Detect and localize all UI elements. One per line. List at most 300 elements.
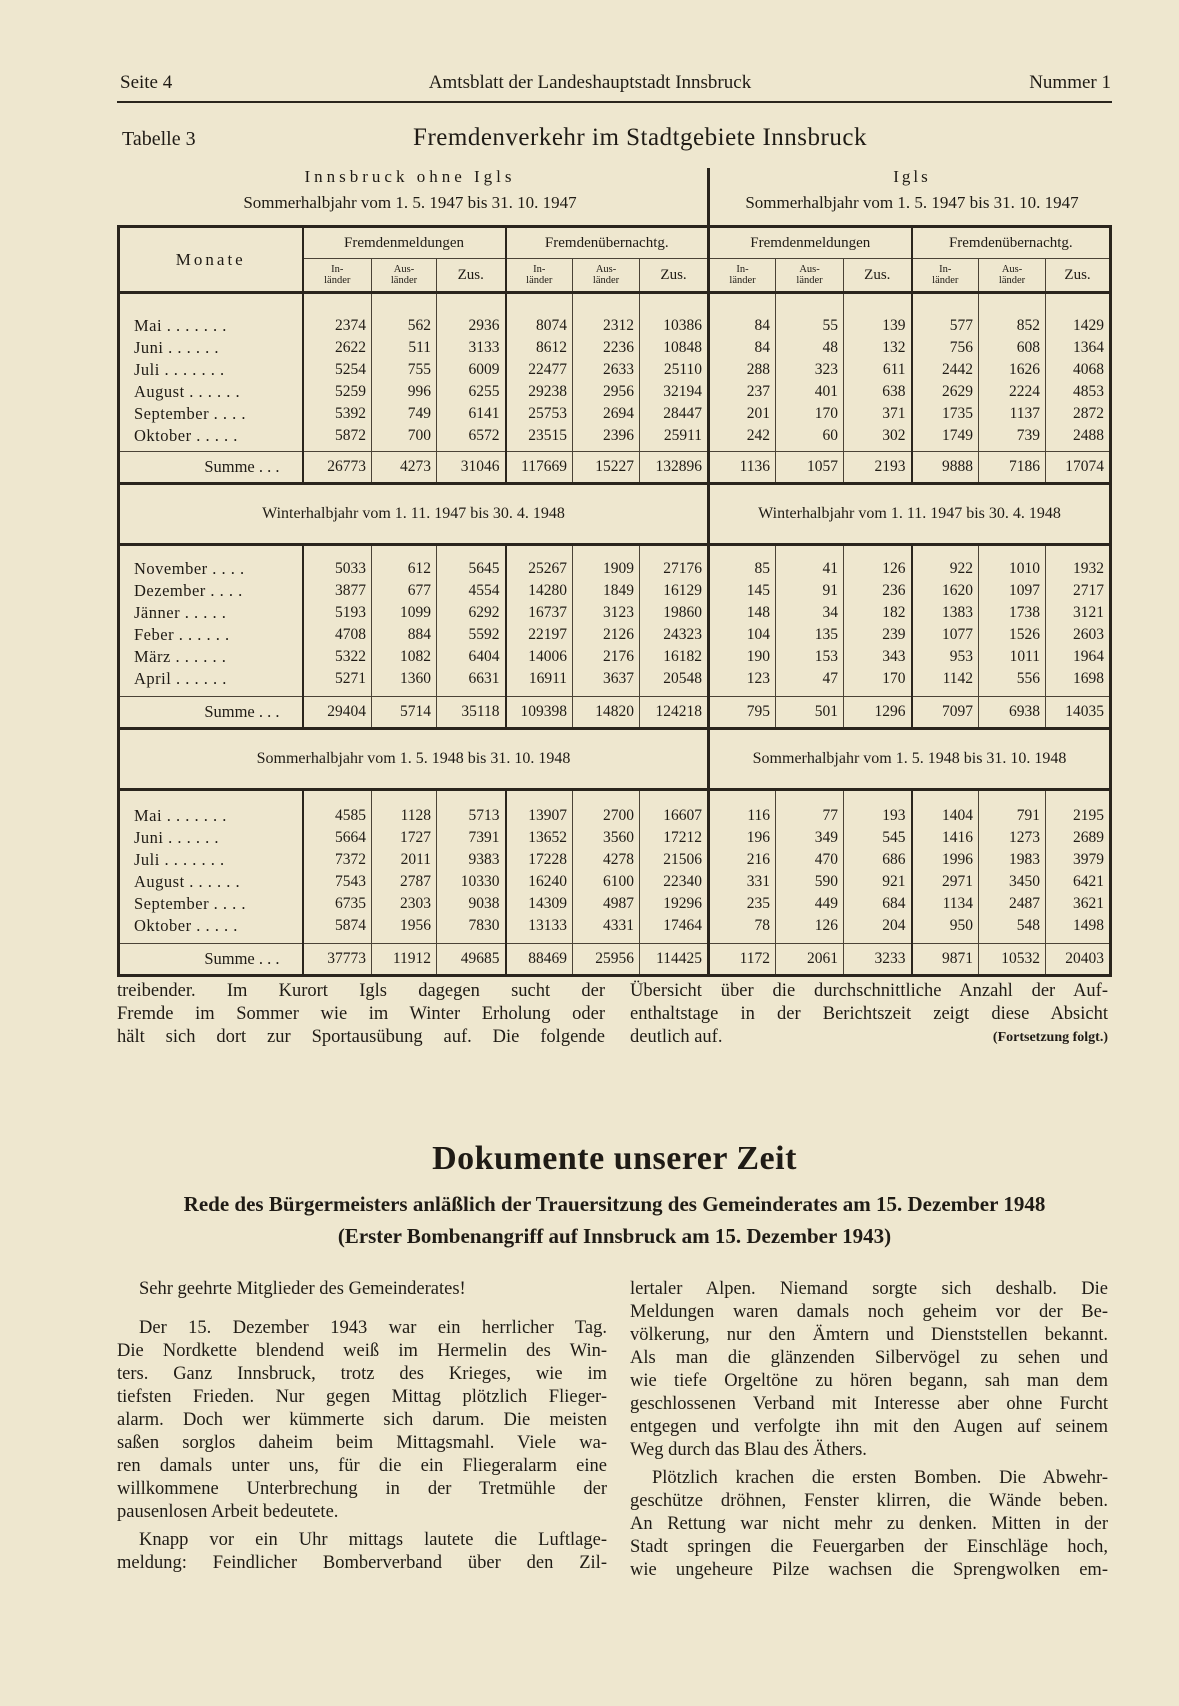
text-line: deutlich auf. [630, 1027, 723, 1047]
spacer-cell [1046, 545, 1111, 559]
table-row [119, 893, 1111, 915]
innsbruck-value: 2700 [573, 805, 640, 827]
innsbruck-value: 3123 [573, 602, 640, 624]
innsbruck-value: 4585 [303, 805, 372, 827]
igls-value: 921 [844, 871, 912, 893]
column-header-registrations: Fremdenmeldungen [303, 227, 506, 259]
innsbruck-value: 16182 [640, 646, 709, 668]
innsbruck-value: 5392 [303, 403, 372, 425]
igls-value: 104 [709, 624, 776, 646]
innsbruck-value: 24323 [640, 624, 709, 646]
text-line: hält sich dort zur Sportausübung auf. Die folgende [117, 1027, 605, 1047]
sum-row [119, 944, 1111, 976]
spacer-cell [437, 293, 506, 316]
article-subtitle-secondary: (Erster Bombenangriff auf Innsbruck am 15. Dezember 1943) [337, 1224, 892, 1248]
innsbruck-value: 8074 [506, 315, 573, 337]
text-line: wie tiefe Orgeltöne zu hören begann, sah man dem [630, 1371, 1108, 1391]
igls-value: 608 [979, 337, 1046, 359]
innsbruck-value: 562 [372, 315, 437, 337]
innsbruck-value: 5322 [303, 646, 372, 668]
igls-value: 302 [844, 425, 912, 447]
innsbruck-value: 5874 [303, 915, 372, 937]
innsbruck-value: 49685 [437, 944, 506, 976]
innsbruck-value: 35118 [437, 697, 506, 729]
month-label: Dezember . . . . [134, 581, 243, 600]
innsbruck-value: 2622 [303, 337, 372, 359]
month-label: Mai . . . . . . . [134, 316, 227, 335]
innsbruck-value: 25911 [640, 425, 709, 447]
innsbruck-value: 25110 [640, 359, 709, 381]
spacer-cell [912, 545, 979, 559]
text-line: entgegen und verfolgte ihn mit den Augen auf seinem [630, 1417, 1108, 1437]
spacer-cell [303, 545, 372, 559]
innsbruck-value: 14820 [573, 697, 640, 729]
column-header-inlaender: In- länder [506, 259, 573, 293]
innsbruck-value: 1360 [372, 668, 437, 690]
igls-value: 4068 [1046, 359, 1111, 381]
column-header-auslaender: Aus- länder [573, 259, 640, 293]
innsbruck-value: 4278 [573, 849, 640, 871]
igls-value: 9888 [912, 452, 979, 484]
innsbruck-value: 2312 [573, 315, 640, 337]
spacer-cell [573, 545, 640, 559]
spacer-cell [912, 790, 979, 806]
innsbruck-value: 6631 [437, 668, 506, 690]
header-rule [117, 101, 1112, 103]
spacer-cell [776, 545, 844, 559]
spacer-cell [776, 790, 844, 806]
spacer-cell [573, 790, 640, 806]
igls-value: 60 [776, 425, 844, 447]
igls-value: 17074 [1046, 452, 1111, 484]
igls-value: 3979 [1046, 849, 1111, 871]
innsbruck-value: 1082 [372, 646, 437, 668]
innsbruck-value: 2936 [437, 315, 506, 337]
igls-value: 193 [844, 805, 912, 827]
igls-value: 1057 [776, 452, 844, 484]
igls-value: 953 [912, 646, 979, 668]
igls-value: 1749 [912, 425, 979, 447]
innsbruck-value: 117669 [506, 452, 573, 484]
month-label: Juni . . . . . . [134, 338, 220, 357]
igls-value: 2195 [1046, 805, 1111, 827]
innsbruck-value: 14280 [506, 580, 573, 602]
right-heading: Igls [893, 167, 931, 186]
table-row [119, 827, 1111, 849]
igls-value: 590 [776, 871, 844, 893]
publication-title: Amtsblatt der Landeshauptstadt Innsbruck [428, 72, 752, 93]
text-line: Knapp vor ein Uhr mittags lautete die Luftlage- [139, 1530, 607, 1550]
innsbruck-value: 2011 [372, 849, 437, 871]
text-line: Stadt springen die Feuergarben der Einschläge hoch, [630, 1537, 1108, 1557]
innsbruck-value: 1956 [372, 915, 437, 937]
innsbruck-value: 2694 [573, 403, 640, 425]
igls-value: 1364 [1046, 337, 1111, 359]
igls-value: 148 [709, 602, 776, 624]
text-line: tiefsten Frieden. Nur gegen Mittag plötzlich Flieger- [117, 1387, 607, 1407]
column-header-inlaender: In- länder [709, 259, 776, 293]
text-line: Der 15. Dezember 1943 war ein herrlicher Tag. [139, 1318, 607, 1338]
igls-value: 1011 [979, 646, 1046, 668]
month-label: September . . . . [134, 404, 247, 423]
spacer-cell [979, 545, 1046, 559]
igls-value: 331 [709, 871, 776, 893]
igls-value: 638 [844, 381, 912, 403]
igls-value: 7186 [979, 452, 1046, 484]
innsbruck-value: 10848 [640, 337, 709, 359]
igls-value: 6938 [979, 697, 1046, 729]
igls-value: 1097 [979, 580, 1046, 602]
igls-value: 170 [776, 403, 844, 425]
igls-value: 1142 [912, 668, 979, 690]
igls-value: 84 [709, 315, 776, 337]
innsbruck-value: 1909 [573, 558, 640, 580]
innsbruck-value: 37773 [303, 944, 372, 976]
innsbruck-value: 1727 [372, 827, 437, 849]
spacer-cell [844, 545, 912, 559]
innsbruck-value: 19860 [640, 602, 709, 624]
column-header-overnights: Fremdenübernachtg. [912, 227, 1111, 259]
igls-value: 182 [844, 602, 912, 624]
column-header-inlaender: In- länder [303, 259, 372, 293]
igls-value: 349 [776, 827, 844, 849]
month-label: Juni . . . . . . [134, 828, 220, 847]
innsbruck-value: 88469 [506, 944, 573, 976]
section-title-igls: Winterhalbjahr vom 1. 11. 1947 bis 30. 4. 1948 [709, 484, 1111, 545]
igls-value: 239 [844, 624, 912, 646]
heading-divider [707, 168, 710, 225]
column-header-registrations: Fremdenmeldungen [709, 227, 912, 259]
igls-value: 47 [776, 668, 844, 690]
igls-value: 126 [844, 558, 912, 580]
igls-value: 2224 [979, 381, 1046, 403]
spacer-cell [573, 293, 640, 316]
innsbruck-value: 3637 [573, 668, 640, 690]
text-line: treibender. Im Kurort Igls dagegen sucht der [117, 981, 605, 1001]
innsbruck-value: 28447 [640, 403, 709, 425]
sum-label: Summe . . . [119, 944, 303, 976]
innsbruck-value: 109398 [506, 697, 573, 729]
innsbruck-value: 16737 [506, 602, 573, 624]
table-row [119, 580, 1111, 602]
innsbruck-value: 2236 [573, 337, 640, 359]
innsbruck-value: 22197 [506, 624, 573, 646]
igls-value: 1964 [1046, 646, 1111, 668]
text-line: wie ungeheure Pilze wachsen die Sprengwolken em- [630, 1560, 1108, 1580]
igls-value: 1137 [979, 403, 1046, 425]
igls-value: 323 [776, 359, 844, 381]
table-row [119, 805, 1111, 827]
text-line: Übersicht über die durchschnittliche Anzahl der Auf- [630, 981, 1108, 1001]
innsbruck-value: 5193 [303, 602, 372, 624]
igls-value: 2193 [844, 452, 912, 484]
igls-value: 1273 [979, 827, 1046, 849]
text-line: enthaltstage in der Berichtszeit zeigt diese Absicht [630, 1004, 1108, 1024]
innsbruck-value: 5033 [303, 558, 372, 580]
table-row [119, 315, 1111, 337]
spacer-cell [844, 293, 912, 316]
month-label: Juli . . . . . . . [134, 360, 225, 379]
igls-value: 204 [844, 915, 912, 937]
igls-value: 3621 [1046, 893, 1111, 915]
igls-value: 1620 [912, 580, 979, 602]
igls-value: 116 [709, 805, 776, 827]
igls-value: 852 [979, 315, 1046, 337]
page-number: Seite 4 [120, 72, 173, 93]
month-label: Feber . . . . . . [134, 625, 230, 644]
innsbruck-value: 11912 [372, 944, 437, 976]
igls-value: 1698 [1046, 668, 1111, 690]
igls-value: 950 [912, 915, 979, 937]
text-line: meldung: Feindlicher Bomberverband über den Zil- [117, 1553, 607, 1573]
innsbruck-value: 22477 [506, 359, 573, 381]
innsbruck-value: 14006 [506, 646, 573, 668]
igls-value: 2689 [1046, 827, 1111, 849]
innsbruck-value: 6404 [437, 646, 506, 668]
spacer-cell [709, 293, 776, 316]
text-line: Plötzlich krachen die ersten Bomben. Die Abwehr- [652, 1468, 1108, 1488]
month-label: März . . . . . . [134, 647, 227, 666]
igls-value: 556 [979, 668, 1046, 690]
igls-value: 1296 [844, 697, 912, 729]
column-header-auslaender: Aus- länder [776, 259, 844, 293]
innsbruck-value: 13652 [506, 827, 573, 849]
spacer-cell [437, 545, 506, 559]
month-label: Jänner . . . . . [134, 603, 227, 622]
month-label: September . . . . [134, 894, 247, 913]
igls-value: 55 [776, 315, 844, 337]
igls-value: 235 [709, 893, 776, 915]
innsbruck-value: 1128 [372, 805, 437, 827]
innsbruck-value: 10330 [437, 871, 506, 893]
innsbruck-value: 15227 [573, 452, 640, 484]
innsbruck-value: 2126 [573, 624, 640, 646]
igls-value: 135 [776, 624, 844, 646]
left-period: Sommerhalbjahr vom 1. 5. 1947 bis 31. 10. 1947 [243, 193, 577, 212]
igls-value: 577 [912, 315, 979, 337]
innsbruck-value: 7543 [303, 871, 372, 893]
month-label: April . . . . . . [134, 669, 227, 688]
innsbruck-value: 23515 [506, 425, 573, 447]
igls-value: 10532 [979, 944, 1046, 976]
spacer-cell [119, 293, 303, 316]
innsbruck-value: 6100 [573, 871, 640, 893]
article-right-column [630, 1278, 1108, 1582]
igls-value: 1136 [709, 452, 776, 484]
innsbruck-value: 9383 [437, 849, 506, 871]
spacer-cell [506, 293, 573, 316]
igls-value: 1172 [709, 944, 776, 976]
column-header-zus: Zus. [437, 259, 506, 293]
innsbruck-value: 5271 [303, 668, 372, 690]
section-title-row [119, 484, 1111, 545]
salutation: Sehr geehrte Mitglieder des Gemeinderates! [139, 1279, 466, 1299]
igls-value: 1429 [1046, 315, 1111, 337]
intro-left-column [117, 980, 605, 1049]
igls-value: 611 [844, 359, 912, 381]
igls-value: 153 [776, 646, 844, 668]
spacer-cell [912, 293, 979, 316]
spacer-cell [119, 790, 303, 806]
innsbruck-value: 25753 [506, 403, 573, 425]
innsbruck-value: 5254 [303, 359, 372, 381]
article-subtitle: Rede des Bürgermeisters anläßlich der Trauersitzung des Gemeinderates am 15. Dezember 1948 [183, 1192, 1046, 1216]
igls-value: 756 [912, 337, 979, 359]
table-row [119, 602, 1111, 624]
igls-value: 548 [979, 915, 1046, 937]
text-line: pausenlosen Arbeit bedeutete. [117, 1502, 339, 1522]
innsbruck-value: 2374 [303, 315, 372, 337]
innsbruck-value: 511 [372, 337, 437, 359]
igls-value: 1735 [912, 403, 979, 425]
spacer-cell [1046, 293, 1111, 316]
column-header-zus: Zus. [844, 259, 912, 293]
igls-value: 2971 [912, 871, 979, 893]
sum-row [119, 697, 1111, 729]
igls-value: 1738 [979, 602, 1046, 624]
tourism-statistics-table [117, 225, 1112, 977]
intro-right-column [630, 980, 1108, 1049]
month-label: November . . . . [134, 559, 245, 578]
text-line: Meldungen waren damals noch geheim vor der Be- [630, 1302, 1108, 1322]
innsbruck-value: 6255 [437, 381, 506, 403]
igls-value: 3121 [1046, 602, 1111, 624]
igls-value: 4853 [1046, 381, 1111, 403]
igls-value: 170 [844, 668, 912, 690]
igls-value: 145 [709, 580, 776, 602]
table-title: Fremdenverkehr im Stadtgebiete Innsbruck [413, 124, 867, 151]
column-header-zus: Zus. [1046, 259, 1111, 293]
innsbruck-value: 16240 [506, 871, 573, 893]
igls-value: 795 [709, 697, 776, 729]
month-label: Mai . . . . . . . [134, 806, 227, 825]
innsbruck-value: 4987 [573, 893, 640, 915]
table-row [119, 558, 1111, 580]
igls-value: 288 [709, 359, 776, 381]
column-header-overnights: Fremdenübernachtg. [506, 227, 709, 259]
section-title-igls: Sommerhalbjahr vom 1. 5. 1948 bis 31. 10. 1948 [709, 729, 1111, 790]
igls-value: 34 [776, 602, 844, 624]
table-row [119, 668, 1111, 690]
spacer-cell [844, 790, 912, 806]
continued-note: (Fortsetzung folgt.) [992, 1030, 1108, 1045]
innsbruck-value: 6735 [303, 893, 372, 915]
spacer-cell [372, 545, 437, 559]
innsbruck-value: 884 [372, 624, 437, 646]
innsbruck-value: 16911 [506, 668, 573, 690]
innsbruck-value: 677 [372, 580, 437, 602]
innsbruck-value: 7372 [303, 849, 372, 871]
igls-value: 6421 [1046, 871, 1111, 893]
innsbruck-value: 996 [372, 381, 437, 403]
spacer-cell [709, 545, 776, 559]
innsbruck-value: 19296 [640, 893, 709, 915]
igls-value: 190 [709, 646, 776, 668]
igls-value: 201 [709, 403, 776, 425]
igls-value: 343 [844, 646, 912, 668]
innsbruck-value: 7830 [437, 915, 506, 937]
table-row [119, 425, 1111, 447]
innsbruck-value: 2633 [573, 359, 640, 381]
igls-value: 196 [709, 827, 776, 849]
innsbruck-value: 20548 [640, 668, 709, 690]
text-line: Die Nordkette blendend weiß im Hermelin des Win- [117, 1341, 607, 1361]
innsbruck-value: 3877 [303, 580, 372, 602]
innsbruck-value: 2787 [372, 871, 437, 893]
igls-value: 132 [844, 337, 912, 359]
innsbruck-value: 27176 [640, 558, 709, 580]
innsbruck-value: 14309 [506, 893, 573, 915]
igls-value: 2487 [979, 893, 1046, 915]
text-line: ters. Ganz Innsbruck, trotz des Krieges, wie im [117, 1364, 607, 1384]
column-header-auslaender: Aus- länder [372, 259, 437, 293]
spacer-cell [640, 790, 709, 806]
igls-value: 216 [709, 849, 776, 871]
sum-label: Summe . . . [119, 452, 303, 484]
text-line: Fremde im Sommer wie im Winter Erholung oder [117, 1004, 605, 1024]
igls-value: 48 [776, 337, 844, 359]
innsbruck-value: 29404 [303, 697, 372, 729]
igls-value: 236 [844, 580, 912, 602]
igls-value: 85 [709, 558, 776, 580]
innsbruck-value: 4708 [303, 624, 372, 646]
igls-value: 791 [979, 805, 1046, 827]
column-header-months: Monate [119, 227, 303, 293]
igls-value: 78 [709, 915, 776, 937]
innsbruck-value: 5259 [303, 381, 372, 403]
igls-value: 3450 [979, 871, 1046, 893]
text-line: lertaler Alpen. Niemand sorgte sich deshalb. Die [630, 1279, 1108, 1299]
innsbruck-value: 6572 [437, 425, 506, 447]
innsbruck-value: 17212 [640, 827, 709, 849]
innsbruck-value: 5664 [303, 827, 372, 849]
month-label: Juli . . . . . . . [134, 850, 225, 869]
spacer-cell [640, 293, 709, 316]
spacer-cell [1046, 790, 1111, 806]
innsbruck-value: 9038 [437, 893, 506, 915]
table-row [119, 849, 1111, 871]
spacer-cell [709, 790, 776, 806]
innsbruck-value: 13133 [506, 915, 573, 937]
igls-value: 1010 [979, 558, 1046, 580]
table-row [119, 359, 1111, 381]
innsbruck-value: 2956 [573, 381, 640, 403]
text-line: An Rettung war nicht mehr zu denken. Mitten in der [630, 1514, 1108, 1534]
article-left-column [117, 1278, 607, 1575]
igls-value: 2061 [776, 944, 844, 976]
innsbruck-value: 4554 [437, 580, 506, 602]
igls-value: 1077 [912, 624, 979, 646]
igls-value: 242 [709, 425, 776, 447]
igls-value: 449 [776, 893, 844, 915]
innsbruck-value: 2396 [573, 425, 640, 447]
table-row [119, 337, 1111, 359]
igls-value: 41 [776, 558, 844, 580]
innsbruck-value: 17228 [506, 849, 573, 871]
right-period: Sommerhalbjahr vom 1. 5. 1947 bis 31. 10. 1947 [745, 193, 1079, 212]
text-line: ren damals unter uns, für die ein Fliegeralarm eine [117, 1456, 607, 1476]
table-label: Tabelle 3 [122, 128, 196, 150]
text-line: alarm. Doch wer kümmerte sich darum. Die meisten [117, 1410, 607, 1430]
innsbruck-value: 10386 [640, 315, 709, 337]
igls-value: 501 [776, 697, 844, 729]
innsbruck-value: 5645 [437, 558, 506, 580]
innsbruck-value: 1849 [573, 580, 640, 602]
section-title-row [119, 729, 1111, 790]
spacer-cell [372, 293, 437, 316]
sum-label: Summe . . . [119, 697, 303, 729]
left-heading: Innsbruck ohne Igls [304, 167, 516, 186]
